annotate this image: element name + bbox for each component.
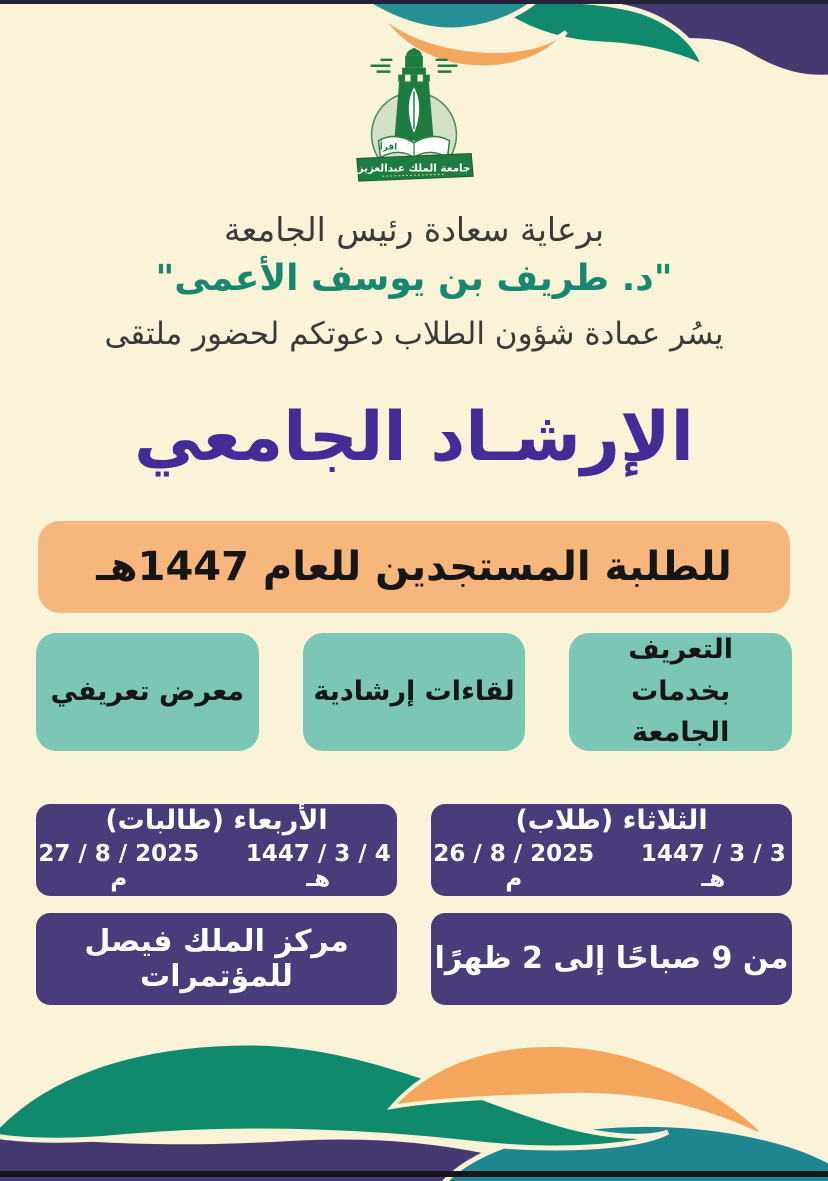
event-time: من 9 صباحًا إلى 2 ظهرًا (431, 913, 792, 1005)
feature-guidance-meetings: لقاءات إرشادية (303, 633, 526, 751)
feature-university-services: التعريف بخدمات الجامعة (569, 633, 792, 751)
bottom-hill-green (0, 1043, 668, 1148)
session-day-label: الثلاثاء (طلاب) (515, 805, 708, 837)
bottom-decoration (0, 1015, 828, 1181)
gregorian-date: 27 / 8 / 2025 م (38, 841, 200, 893)
session-dates (36, 842, 397, 893)
features-row (36, 633, 792, 751)
sessions-row (36, 804, 792, 896)
kau-logo-graphic (352, 46, 476, 194)
hijri-date: 4 / 3 / 1447 هـ (245, 841, 391, 893)
top-wave-teal (360, 0, 548, 30)
logo-ribbon (357, 154, 474, 182)
audience-banner (38, 521, 790, 613)
event-venue: مركز الملك فيصل للمؤتمرات (36, 913, 397, 1005)
poster-content (0, 46, 828, 1005)
bottom-wave-orange (392, 1045, 764, 1137)
bottom-edge-line (0, 1171, 828, 1177)
university-logo (352, 46, 476, 194)
session-female-students (36, 804, 397, 896)
lighthouse-icon (394, 48, 433, 141)
patronage-line: برعاية سعادة رئيس الجامعة (223, 210, 605, 249)
event-title: الإرشـاد الجامعي (134, 397, 694, 477)
feature-intro-exhibition: معرض تعريفي (36, 633, 259, 751)
gregorian-date: 26 / 8 / 2025 م (433, 841, 595, 893)
session-male-students (431, 804, 792, 896)
invitation-line: يسُر عمادة شؤون الطلاب دعوتكم لحضور ملتقى (104, 316, 724, 353)
session-day-label: الأربعاء (طالبات) (105, 805, 328, 837)
audience-banner-text: للطلبة المستجدين للعام 1447هـ (96, 543, 732, 590)
president-name: "د. طريف بن يوسف الأعمى" (155, 257, 673, 299)
hijri-date: 3 / 3 / 1447 هـ (640, 841, 786, 893)
details-row (36, 913, 792, 1005)
session-dates (431, 842, 792, 893)
logo-ribbon-text: جامعة الملك عبدالعزيز (357, 162, 471, 175)
top-edge-line (0, 0, 828, 4)
logo-book-text: اقرأ (379, 142, 398, 153)
